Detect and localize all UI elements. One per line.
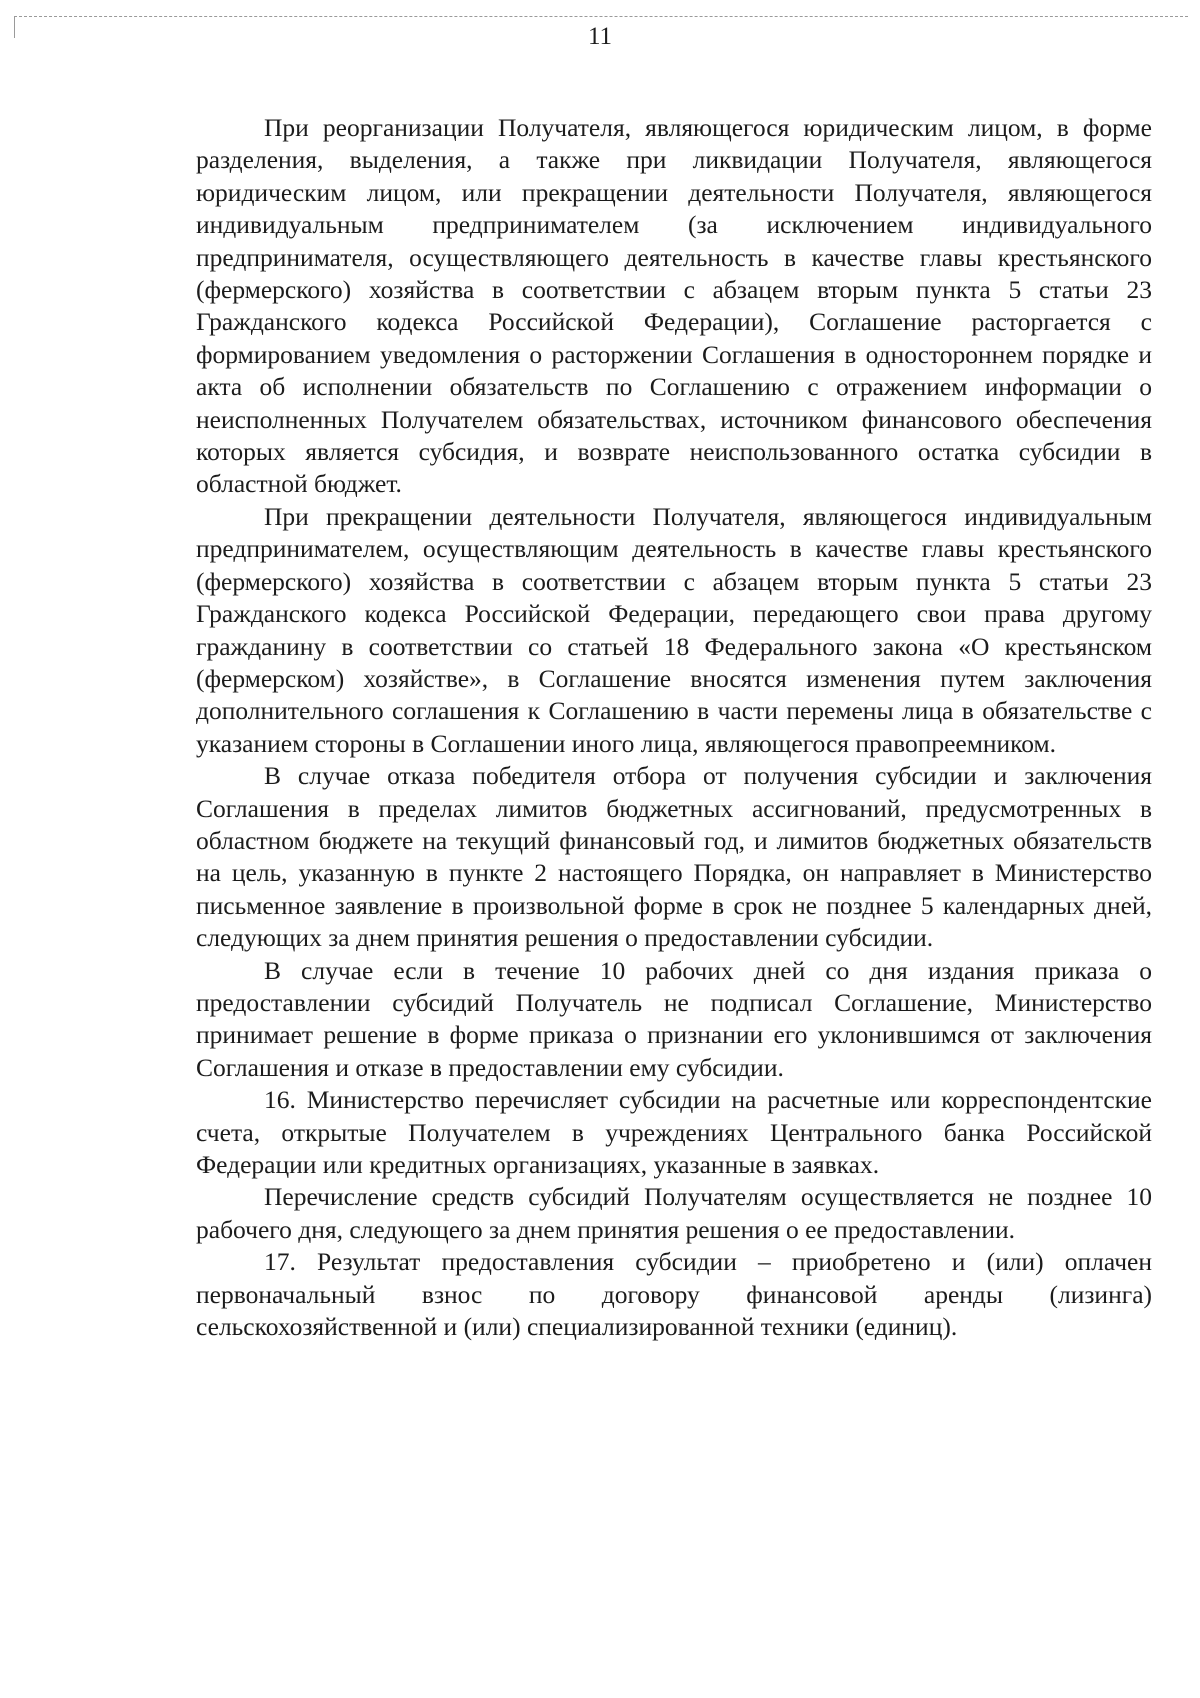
paragraph-unsigned-agreement: В случае если в течение 10 рабочих дней со дня издания приказа о предоставлении субсидий Получатель не подписал Соглашение, Министерство принимает решение в форме приказа о признании его уклонившимся от заключения Соглашения и отказе в предоставлении ему субсидии. bbox=[196, 955, 1152, 1082]
document-body bbox=[196, 112, 1152, 1343]
paragraph-clause-16: 16. Министерство перечисляет субсидии на расчетные или корреспондентские счета, открытые Получателем в учреждениях Центрального банка Российской Федерации или кредитных организациях, указанные в заявках. bbox=[196, 1085, 1152, 1179]
paragraph-reorganization: При реорганизации Получателя, являющегося юридическим лицом, в форме разделения, выделения, а также при ликвидации Получателя, являющегося юридическим лицом, или прекращении деятельности Получателя, являющегося индивидуальным предпринимателем (за исключением индивидуального предпринимателя, осуществляющего деятельность в качестве главы крестьянского (фермерского) хозяйства в соответствии с абзацем вторым пункта 5 статьи 23 Гражданского кодекса Российской Федерации), Соглашение расторгается с формированием уведомления о расторжении Соглашения в одностороннем порядке и акта об исполнении обязательств по Соглашению с отражением информации о неисполненных Получателем обязательствах, источником финансового обеспечения которых является субсидия, и возврате неиспользованного остатка субсидии в областной бюджет. bbox=[196, 113, 1152, 499]
paragraph-clause-17: 17. Результат предоставления субсидии – приобретено и (или) оплачен первоначальный взнос по договору финансовой аренды (лизинга) сельскохозяйственной и (или) специализированной техники (единиц). bbox=[196, 1247, 1152, 1342]
scan-border-top bbox=[14, 16, 1188, 17]
paragraph-transfer-deadline: Перечисление средств субсидий Получателям осуществляется не позднее 10 рабочего дня, следующего за днем принятия решения о ее предоставлении. bbox=[196, 1182, 1152, 1244]
paragraph-refusal-of-winner: В случае отказа победителя отбора от получения субсидии и заключения Соглашения в пределах лимитов бюджетных ассигнований, предусмотренных в областном бюджете на текущий финансовый год, и лимитов бюджетных обязательств на цель, указанную в пункте 2 настоящего Порядка, он направляет в Министерство письменное заявление в произвольной форме в срок не позднее 5 календарных дней, следующих за днем принятия решения о предоставлении субсидии. bbox=[196, 761, 1152, 953]
paragraph-termination-farm-head: При прекращении деятельности Получателя, являющегося индивидуальным предпринимателем, осуществляющим деятельность в качестве главы крестьянского (фермерского) хозяйства в соответствии с абзацем вторым пункта 5 статьи 23 Гражданского кодекса Российской Федерации, передающего свои права другому гражданину в соответствии со статьей 18 Федерального закона «О крестьянском (фермерском) хозяйстве», в Соглашение вносятся изменения путем заключения дополнительного соглашения к Соглашению в части перемены лица в обязательстве с указанием стороны в Соглашении иного лица, являющегося правопреемником. bbox=[196, 501, 1152, 758]
page-number: 11 bbox=[587, 23, 613, 50]
